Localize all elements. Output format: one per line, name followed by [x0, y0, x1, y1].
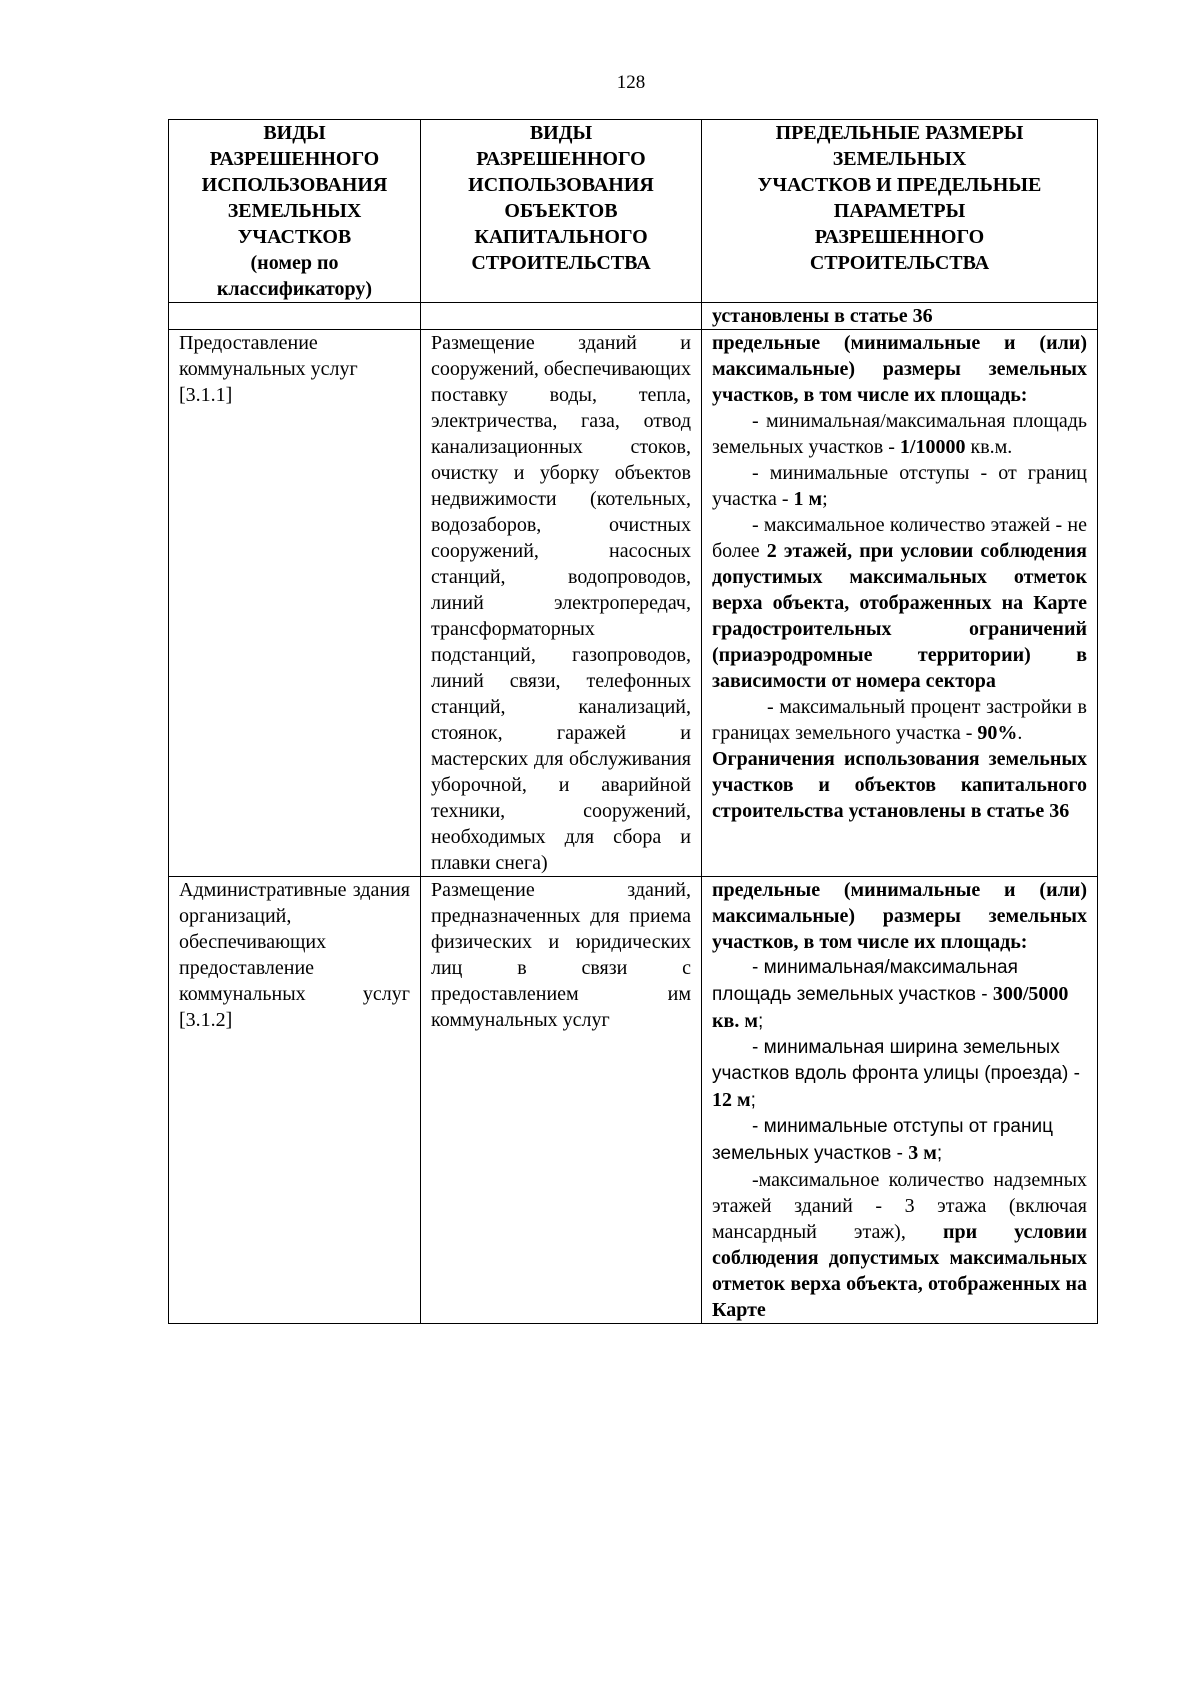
table-cell-land-use: Административные здания организаций, обеспечивающих предоставление коммунальных услуг [3.1.2]: [169, 877, 421, 1324]
parameters-intro: предельные (минимальные и (или) максимальные) размеры земельных участков, в том числе их площадь:: [712, 879, 1087, 953]
parameter-width: - минимальная ширина земельных участков вдоль фронта улицы (проезда) - 12 м;: [712, 1037, 1080, 1111]
table-row: [169, 330, 1098, 877]
table-cell-land-use: Предоставление коммунальных услуг [3.1.1]: [169, 330, 421, 877]
zoning-regulations-table: [168, 119, 1098, 1324]
table-row: [169, 303, 1098, 330]
header-capital-construction-types: ВИДЫ РАЗРЕШЕННОГО ИСПОЛЬЗОВАНИЯ ОБЪЕКТОВ КАПИТАЛЬНОГО СТРОИТЕЛЬСТВА: [421, 120, 702, 303]
parameter-floors: - максимальное количество этажей - не более 2 этажей, при условии соблюдения допустимых максимальных отметок верха объекта, отображенных на Карте градостроительных ограничений (приаэродромные территории) в зависимости от номера сектора: [712, 514, 1087, 692]
parameter-setback: - минимальные отступы - от границ участка - 1 м;: [712, 462, 1087, 510]
restrictions-note: Ограничения использования земельных участков и объектов капитального строительства установлены в статье 36: [712, 748, 1087, 822]
table-row: [169, 877, 1098, 1324]
table-cell-construction-description: Размещение зданий, предназначенных для приема физических и юридических лиц в связи с предоставлением им коммунальных услуг: [421, 877, 702, 1324]
table-cell-parameters: [702, 330, 1098, 877]
header-land-use-types: ВИДЫ РАЗРЕШЕННОГО ИСПОЛЬЗОВАНИЯ ЗЕМЕЛЬНЫХ УЧАСТКОВ (номер по классификатору): [169, 120, 421, 303]
parameters-intro: предельные (минимальные и (или) максимальные) размеры земельных участков, в том числе их площадь:: [712, 332, 1087, 406]
table-header-row: [169, 120, 1098, 303]
table-cell-empty: [421, 303, 702, 330]
parameter-coverage: - максимальный процент застройки в границах земельного участка - 90%.: [712, 696, 1087, 744]
table-cell-construction-description: Размещение зданий и сооружений, обеспечивающих поставку воды, тепла, электричества, газа, отвод канализационных стоков, очистку и уборку объектов недвижимости (котельных, водозаборов, очистных сооружений, насосных станций, водопроводов, линий электропередач, трансформаторных подстанций, газопроводов, линий связи, телефонных станций, канализаций, стоянок, гаражей и мастерских для обслуживания уборочной, и аварийной техники, сооружений, необходимых для сбора и плавки снега): [421, 330, 702, 877]
parameter-area: - минимальная/максимальная площадь земельных участков - 300/5000 кв. м;: [712, 957, 1069, 1032]
table-cell-empty: [169, 303, 421, 330]
page-number: 128: [616, 72, 646, 93]
header-limit-parameters: ПРЕДЕЛЬНЫЕ РАЗМЕРЫ ЗЕМЕЛЬНЫХ УЧАСТКОВ И ПРЕДЕЛЬНЫЕ ПАРАМЕТРЫ РАЗРЕШЕННОГО СТРОИТЕЛЬСТВА: [702, 120, 1098, 303]
table-cell-parameters-continued: установлены в статье 36: [702, 303, 1098, 330]
parameter-setback: - минимальные отступы от границ земельных участков - 3 м;: [712, 1116, 1053, 1164]
table-cell-parameters: [702, 877, 1098, 1324]
parameter-floors: -максимальное количество надземных этажей зданий - 3 этажа (включая мансардный этаж), при условии соблюдения допустимых максимальных отметок верха объекта, отображенных на Карте: [712, 1169, 1088, 1321]
parameter-area: - минимальная/максимальная площадь земельных участков - 1/10000 кв.м.: [712, 410, 1087, 458]
